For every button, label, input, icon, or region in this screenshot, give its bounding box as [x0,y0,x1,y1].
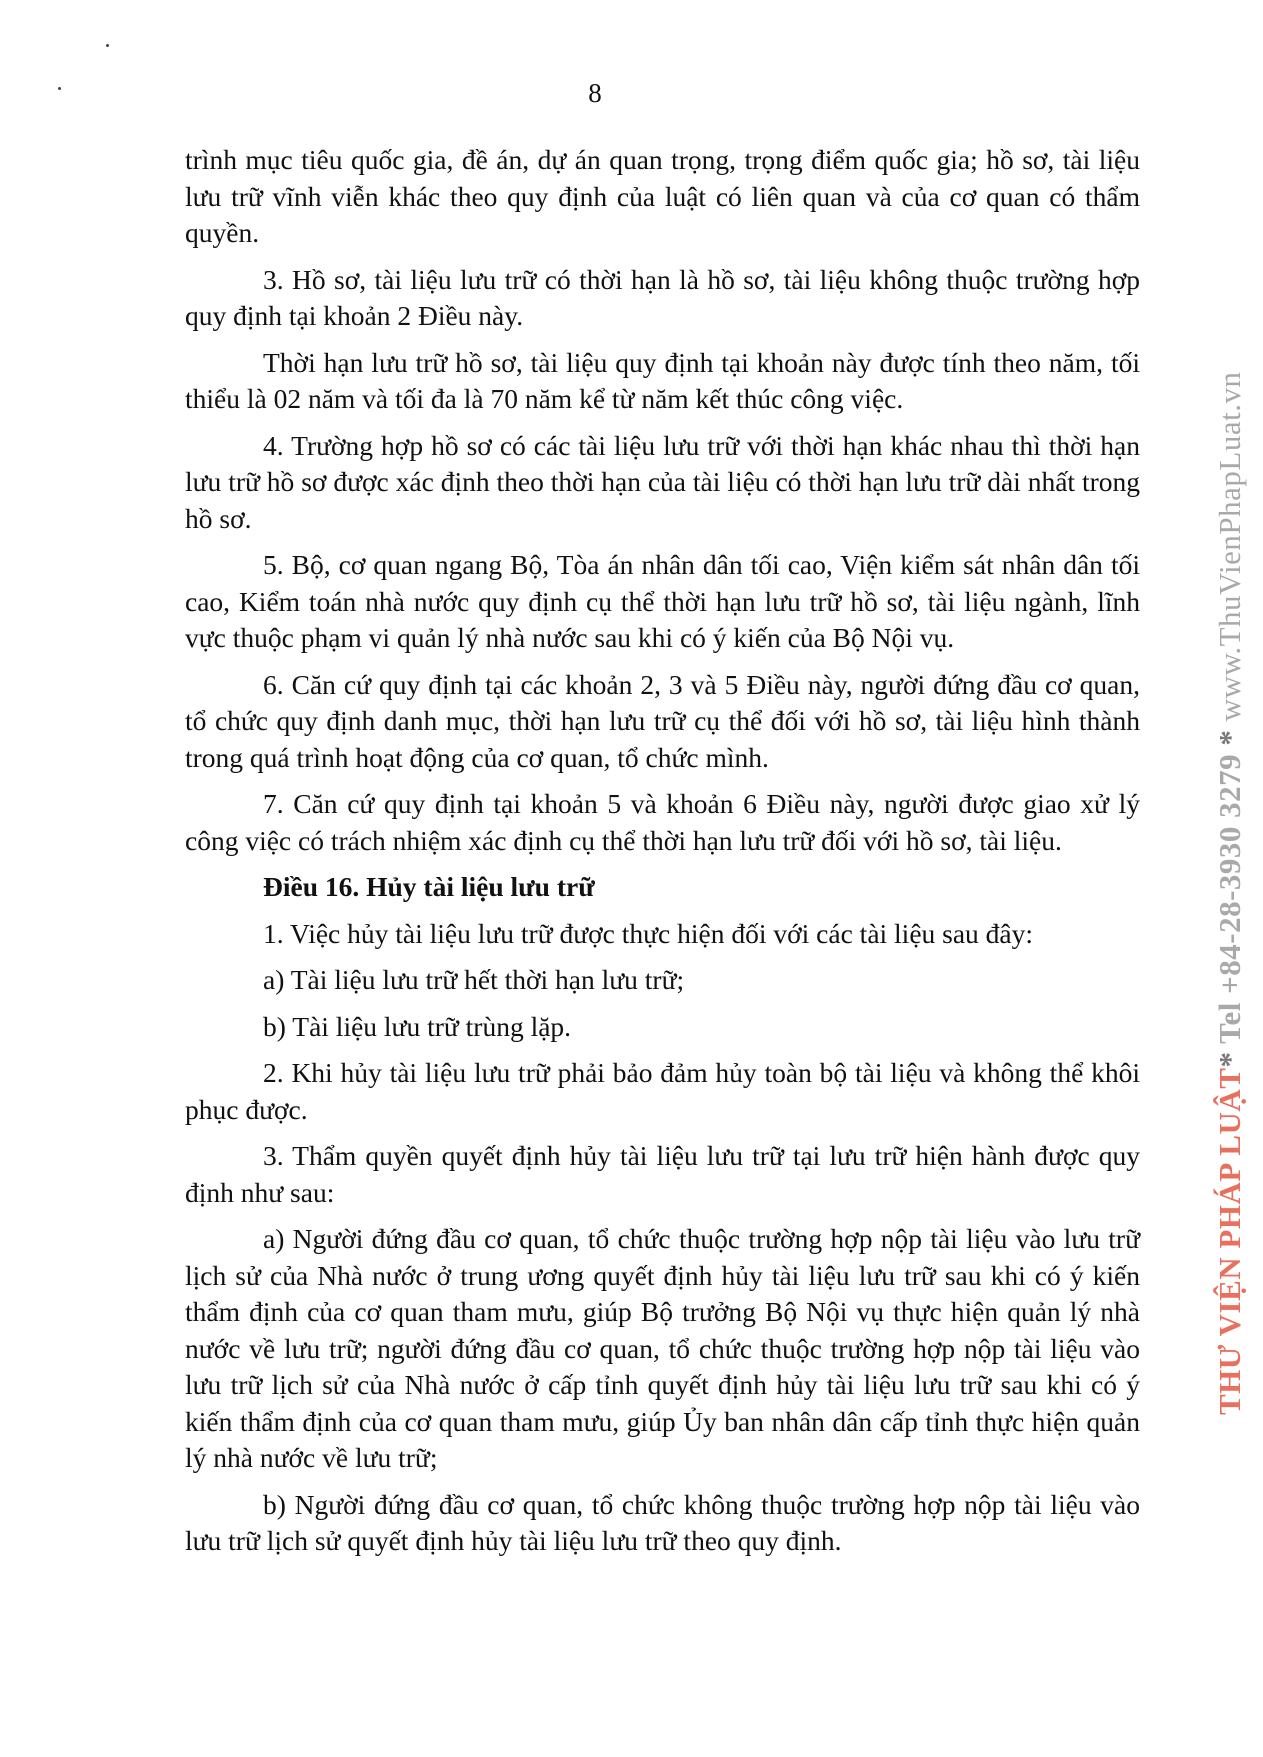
paragraph: 3. Hồ sơ, tài liệu lưu trữ có thời hạn là hồ sơ, tài liệu không thuộc trường hợp quy định tại khoản 2 Điều này. [185,263,1140,331]
watermark-tel: Tel +84-28-3930 3279 [1212,753,1247,1044]
watermark-separator: * [1212,729,1247,746]
paragraph: a) Người đứng đầu cơ quan, tổ chức thuộc trường hợp nộp tài liệu vào lưu trữ lịch sử của Nhà nước ở trung ương quyết định hủy tài liệu lưu trữ sau khi có ý kiến thẩm định của cơ quan tham mưu, giúp Bộ trưởng Bộ Nội vụ thực hiện quản lý nhà nước về lưu trữ; người đứng đầu cơ quan, tổ chức thuộc trường hợp nộp tài liệu vào lưu trữ lịch sử của Nhà nước ở cấp tỉnh quyết định hủy tài liệu lưu trữ sau khi có ý kiến thẩm định của cơ quan tham mưu, giúp Ủy ban nhân dân cấp tỉnh thực hiện quản lý nhà nước về lưu trữ; [185,1223,1140,1473]
page-number: 8 [588,78,602,108]
watermark [1212,372,1248,1415]
paragraph: 7. Căn cứ quy định tại khoản 5 và khoản 6 Điều này, người được giao xử lý công việc có trách nhiệm xác định cụ thể thời hạn lưu trữ đối với hồ sơ, tài liệu. [185,788,1140,856]
paragraph: 5. Bộ, cơ quan ngang Bộ, Tòa án nhân dân tối cao, Viện kiểm sát nhân dân tối cao, Kiểm toán nhà nước quy định cụ thể thời hạn lưu trữ hồ sơ, tài liệu ngành, lĩnh vực thuộc phạm vi quản lý nhà nước sau khi có ý kiến của Bộ Nội vụ. [185,549,1140,653]
paragraph: a) Tài liệu lưu trữ hết thời hạn lưu trữ; [263,964,685,995]
document-body [185,142,1140,1570]
article-heading: Điều 16. Hủy tài liệu lưu trữ [263,871,595,902]
scan-speck [106,44,109,47]
paragraph: Thời hạn lưu trữ hồ sơ, tài liệu quy định tại khoản này được tính theo năm, tối thiểu là 02 năm và tối đa là 70 năm kể từ năm kết thúc công việc. [185,346,1140,414]
paragraph: 4. Trường hợp hồ sơ có các tài liệu lưu trữ với thời hạn khác nhau thì thời hạn lưu trữ hồ sơ được xác định theo thời hạn của tài liệu có thời hạn lưu trữ dài nhất trong hồ sơ. [185,429,1140,534]
paragraph: 3. Thẩm quyền quyết định hủy tài liệu lưu trữ tại lưu trữ hiện hành được quy định như sau: [185,1140,1140,1208]
watermark-url: www.ThuVienPhapLuat.vn [1212,371,1247,722]
paragraph: b) Người đứng đầu cơ quan, tổ chức không thuộc trường hợp nộp tài liệu vào lưu trữ lịch sử quyết định hủy tài liệu lưu trữ theo quy định. [185,1488,1140,1556]
paragraph: trình mục tiêu quốc gia, đề án, dự án quan trọng, trọng điểm quốc gia; hồ sơ, tài liệu lưu trữ vĩnh viễn khác theo quy định của luật có liên quan và của cơ quan có thẩm quyền. [185,144,1140,248]
paragraph: b) Tài liệu lưu trữ trùng lặp. [263,1010,572,1042]
watermark-separator: * [1212,1051,1247,1068]
paragraph: 2. Khi hủy tài liệu lưu trữ phải bảo đảm hủy toàn bộ tài liệu và không thể khôi phục được. [185,1057,1140,1125]
watermark-brand: THƯ VIỆN PHÁP LUẬT [1212,1067,1247,1415]
paragraph: 6. Căn cứ quy định tại các khoản 2, 3 và 5 Điều này, người đứng đầu cơ quan, tổ chức quy định danh mục, thời hạn lưu trữ cụ thể đối với hồ sơ, tài liệu hình thành trong quá trình hoạt động của cơ quan, tổ chức mình. [185,668,1140,773]
paragraph: 1. Việc hủy tài liệu lưu trữ được thực hiện đối với các tài liệu sau đây: [263,917,1034,949]
